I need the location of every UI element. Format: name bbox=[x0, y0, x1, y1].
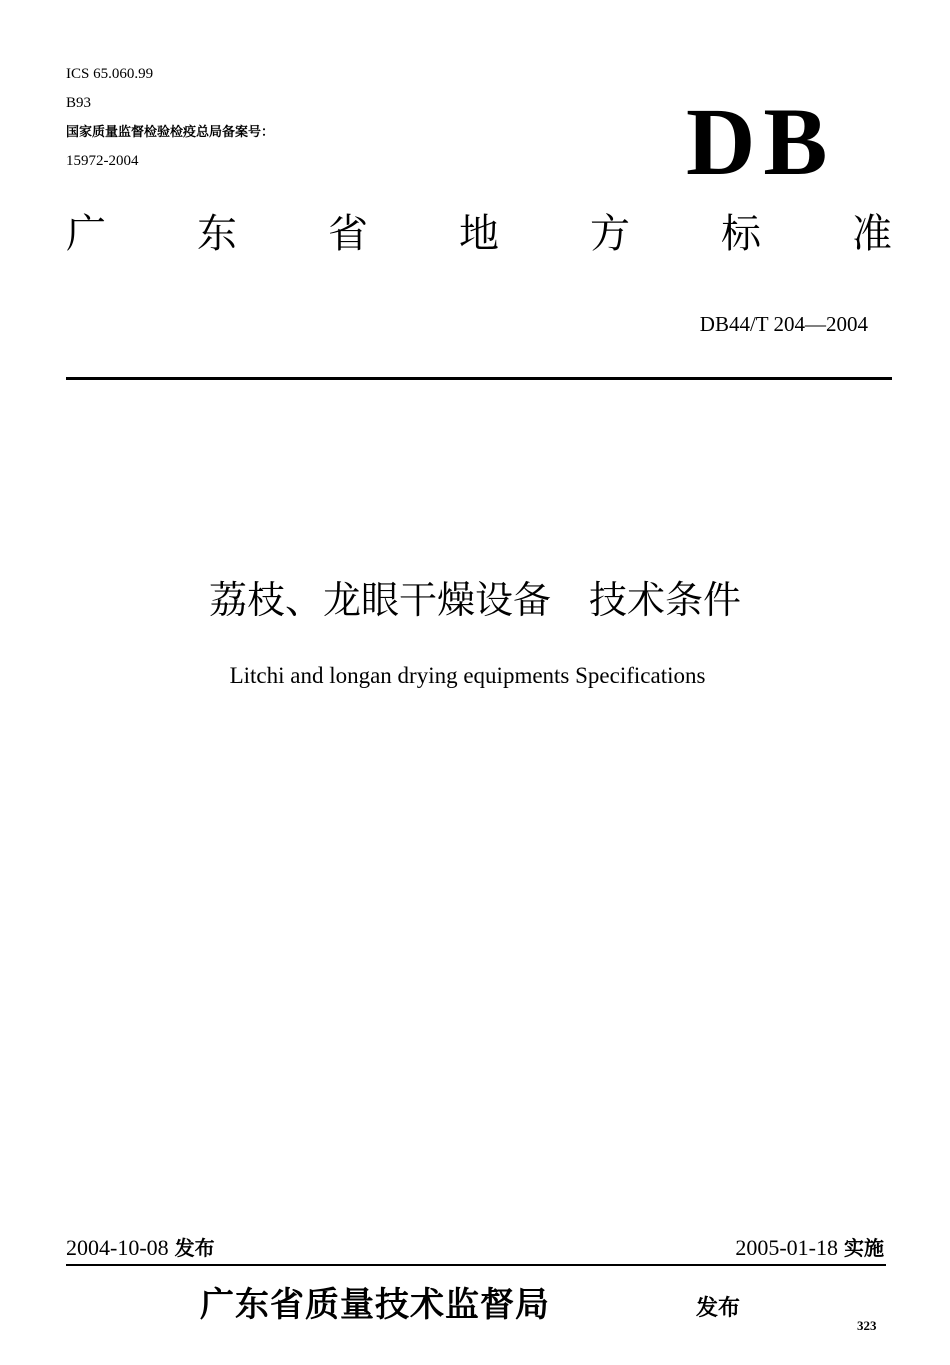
document-title: 荔枝、龙眼干燥设备 技术条件 bbox=[208, 578, 741, 622]
implement-label: 实施 bbox=[844, 1236, 884, 1260]
standard-title-char: 广 bbox=[66, 211, 106, 257]
standard-title-char: 地 bbox=[459, 211, 499, 257]
implement-date-line bbox=[735, 1232, 884, 1261]
document-subtitle: Litchi and longan drying equipments Specifications bbox=[229, 663, 706, 688]
bottom-divider bbox=[66, 1264, 886, 1266]
filing-label: 国家质量监督检验检疫总局备案号： bbox=[66, 125, 275, 140]
header-meta bbox=[66, 60, 274, 176]
publisher-suffix: 发布 bbox=[696, 1296, 741, 1321]
issue-label: 发布 bbox=[174, 1236, 215, 1260]
standard-type-title bbox=[66, 206, 892, 262]
ics-code: ICS 65.060.99 bbox=[66, 66, 154, 82]
issue-date: 2004-10-08 bbox=[66, 1235, 169, 1260]
standard-title-char: 方 bbox=[590, 211, 630, 257]
issue-date-line bbox=[66, 1232, 215, 1261]
standard-title-char: 省 bbox=[328, 211, 368, 257]
page-number: 323 bbox=[857, 1318, 877, 1333]
top-divider bbox=[66, 377, 892, 380]
standard-title-char: 东 bbox=[197, 211, 237, 257]
standard-number: DB44/T 204—2004 bbox=[699, 312, 868, 336]
publisher-name: 广东省质量技术监督局 bbox=[200, 1285, 550, 1325]
standard-title-char: 准 bbox=[852, 211, 892, 257]
category-code: B93 bbox=[66, 95, 92, 111]
implement-date: 2005-01-18 bbox=[735, 1235, 838, 1260]
standard-title-char: 标 bbox=[721, 211, 761, 257]
db-logo: DB bbox=[686, 88, 836, 195]
filing-number: 15972-2004 bbox=[66, 153, 139, 169]
